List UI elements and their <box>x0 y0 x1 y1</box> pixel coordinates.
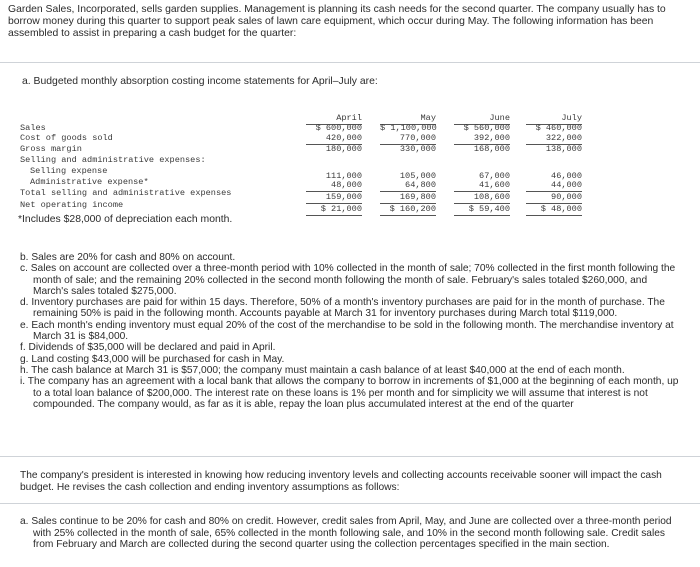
divider <box>0 62 700 63</box>
divider <box>0 503 700 504</box>
row-label: Sales <box>20 123 46 133</box>
row-label: Selling and administrative expenses: <box>20 155 206 165</box>
row-label: Total selling and administrative expenses <box>20 188 232 198</box>
table-row <box>20 166 660 181</box>
cell: 168,000 <box>473 144 510 154</box>
table-row <box>20 144 660 155</box>
list-item: f. Dividends of $35,000 will be declared and paid in April. <box>20 342 276 354</box>
revised-assumption-a: a. Sales continue to be 20% for cash and 80% on credit. However, credit sales from April, May, and June are collected over a three-month period with 25% collected in the month of sale, 65% collected in the month following sale, and 10% in the second month following sale. Credit sales from February and March are collected during the second quarter using the collection percentages specified in the main section. <box>20 516 672 550</box>
cell: $ 48,000 <box>526 204 582 216</box>
cell: $ 460,000 <box>535 123 582 133</box>
divider <box>0 456 700 457</box>
row-label: Net operating income <box>20 200 124 210</box>
cell: 169,800 <box>380 192 436 204</box>
table-row <box>20 155 660 166</box>
depreciation-footnote: *Includes $28,000 of depreciation each month. <box>18 214 233 225</box>
cell: 420,000 <box>306 133 362 145</box>
row-label: Administrative expense* <box>30 177 149 187</box>
cell: 44,000 <box>526 180 582 192</box>
month-header: May <box>380 113 436 125</box>
cell: $ 1,100,000 <box>380 123 437 133</box>
cell: 392,000 <box>454 133 510 145</box>
list-item: e. Each month's ending inventory must equal 20% of the cost of the merchandise to be sold in the following month. The merchandise inventory at March 31 is $84,000. <box>20 319 674 343</box>
cell: 330,000 <box>399 144 436 154</box>
row-label: Gross margin <box>20 144 82 154</box>
table-row <box>20 177 660 188</box>
cell: 41,600 <box>454 180 510 192</box>
cell: 46,000 <box>551 171 582 181</box>
list-item: i. The company has an agreement with a local bank that allows the company to borrow in increments of $1,000 at the beginning of each month, up to a total loan balance of $200,000. The interest rate on these loans is 1% per month and for simplicity we will assume that interest is not compounded. The company would, as far as it is able, repay the loan plus accumulated interest at the end of the quarter <box>20 376 679 410</box>
cell: $ 160,200 <box>380 204 436 216</box>
list-item: g. Land costing $43,000 will be purchased for cash in May. <box>20 353 285 365</box>
list-item: c. Sales on account are collected over a three-month period with 10% collected in the month of sale; 70% collected in the first month following the month of sale; and the remaining 20% collected in the second month following the month of sale. February's sales totaled $260,000, and March's sales totaled $275,000. <box>20 263 676 297</box>
cell: 105,000 <box>399 171 436 181</box>
table-row <box>20 188 660 202</box>
president-paragraph: The company's president is interested in knowing how reducing inventory levels and collecting accounts receivable sooner will impact the cash budget. He revises the cash collection and ending inventory assumptions as follows: <box>20 470 662 493</box>
list-item: h. The cash balance at March 31 is $57,000; the company must maintain a cash balance of at least $40,000 at the end of each month. <box>20 364 625 376</box>
cell: 159,000 <box>306 192 362 204</box>
row-label: Selling expense <box>30 166 108 176</box>
assumptions-list <box>20 252 680 410</box>
cell: 48,000 <box>306 180 362 192</box>
cell: 67,000 <box>479 171 510 181</box>
table-row <box>20 200 660 214</box>
month-header: April <box>306 113 362 125</box>
cell: 322,000 <box>526 133 582 145</box>
cell: 90,000 <box>526 192 582 204</box>
cell: $ 21,000 <box>306 204 362 216</box>
table-row <box>20 133 660 144</box>
part-a-heading: a. Budgeted monthly absorption costing income statements for April–July are: <box>22 76 378 87</box>
month-header: July <box>526 113 582 125</box>
intro-paragraph: Garden Sales, Incorporated, sells garden supplies. Management is planning its cash needs for the second quarter. The company usually has to borrow money during this quarter to support peak sales of lawn care equipment, which occur during May. The following information has been assembled to assist in preparing a cash budget for the quarter: <box>8 4 666 39</box>
cell: $ 59,400 <box>454 204 510 216</box>
cell: 770,000 <box>380 133 436 145</box>
cell: 180,000 <box>325 144 362 154</box>
cell: 111,000 <box>325 171 362 181</box>
cell: $ 560,000 <box>463 123 510 133</box>
cell: 64,800 <box>380 180 436 192</box>
row-label: Cost of goods sold <box>20 133 113 143</box>
cell: $ 600,000 <box>315 123 362 133</box>
month-header: June <box>454 113 510 125</box>
cell: 138,000 <box>545 144 582 154</box>
list-item: d. Inventory purchases are paid for within 15 days. Therefore, 50% of a month's inventory purchases are paid for in the month of purchase. The remaining 50% is paid in the following month. Accounts payable at March 31 for inventory purchases during March total $119,000. <box>20 297 665 320</box>
list-item: b. Sales are 20% for cash and 80% on account. <box>20 252 236 263</box>
cell: 108,600 <box>454 192 510 204</box>
